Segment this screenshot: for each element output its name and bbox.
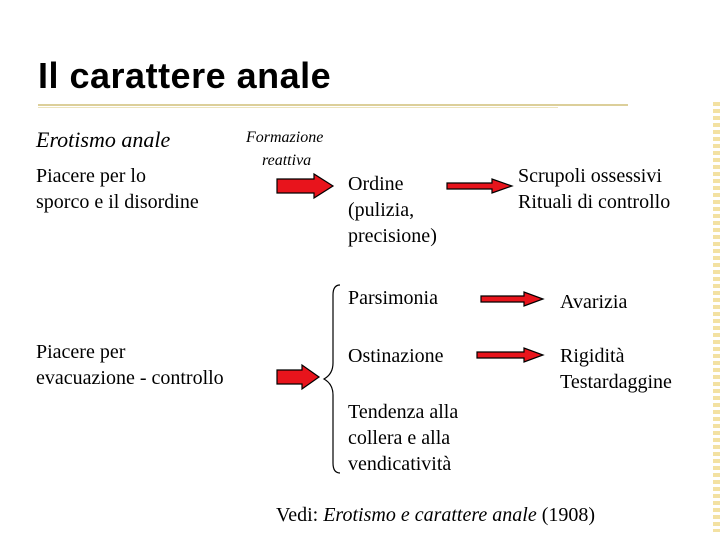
source-2-line1: Piacere per	[36, 341, 126, 363]
outcome-ordine	[518, 163, 670, 215]
tendenza-line3: vendicatività	[348, 453, 452, 475]
tendenza-line1: Tendenza alla	[348, 401, 459, 423]
arrow-ordine-to-scrupoli	[446, 173, 516, 199]
arrow-source-to-brace	[276, 364, 322, 390]
source-2-line2: evacuazione - controllo	[36, 367, 224, 389]
reference-line	[276, 502, 595, 528]
source-1	[36, 163, 199, 215]
arrow-ostinazione-to-rigidita	[476, 342, 546, 368]
arrow-source-to-ordine	[276, 173, 336, 199]
rituali-text: Rituali di controllo	[518, 191, 671, 213]
ordine-line1: Ordine	[348, 173, 404, 195]
source-1-line2: sporco e il disordine	[36, 191, 199, 213]
scrupoli-text: Scrupoli ossessivi	[518, 165, 662, 187]
reference-prefix: Vedi:	[276, 504, 324, 526]
ordine-line2: (pulizia,	[348, 199, 415, 221]
page-title: Il carattere anale	[38, 55, 332, 96]
reattiva-label: reattiva	[262, 152, 312, 169]
formazione-label: Formazione	[246, 129, 324, 146]
testardaggine-text: Testardaggine	[560, 371, 672, 393]
source-2	[36, 339, 224, 391]
arrow-parsimonia-to-avarizia	[480, 286, 546, 312]
erotismo-heading: Erotismo anale	[36, 127, 171, 152]
outcome-avarizia: Avarizia	[560, 291, 628, 313]
decorative-side-border	[713, 102, 720, 532]
title-underline-shadow	[38, 107, 558, 108]
trait-ordine	[348, 171, 437, 249]
grouping-brace	[322, 283, 346, 478]
title-underline	[38, 104, 628, 106]
source-1-line1: Piacere per lo	[36, 165, 146, 187]
ordine-line3: precisione)	[348, 225, 437, 247]
trait-parsimonia: Parsimonia	[348, 287, 438, 309]
rigidita-text: Rigidità	[560, 345, 625, 367]
trait-tendenza	[348, 399, 458, 477]
reference-work: Erotismo e carattere anale	[323, 504, 537, 526]
trait-ostinazione: Ostinazione	[348, 345, 444, 367]
tendenza-line2: collera e alla	[348, 427, 451, 449]
outcome-ostinazione	[560, 343, 672, 395]
reference-year: (1908)	[536, 504, 596, 526]
